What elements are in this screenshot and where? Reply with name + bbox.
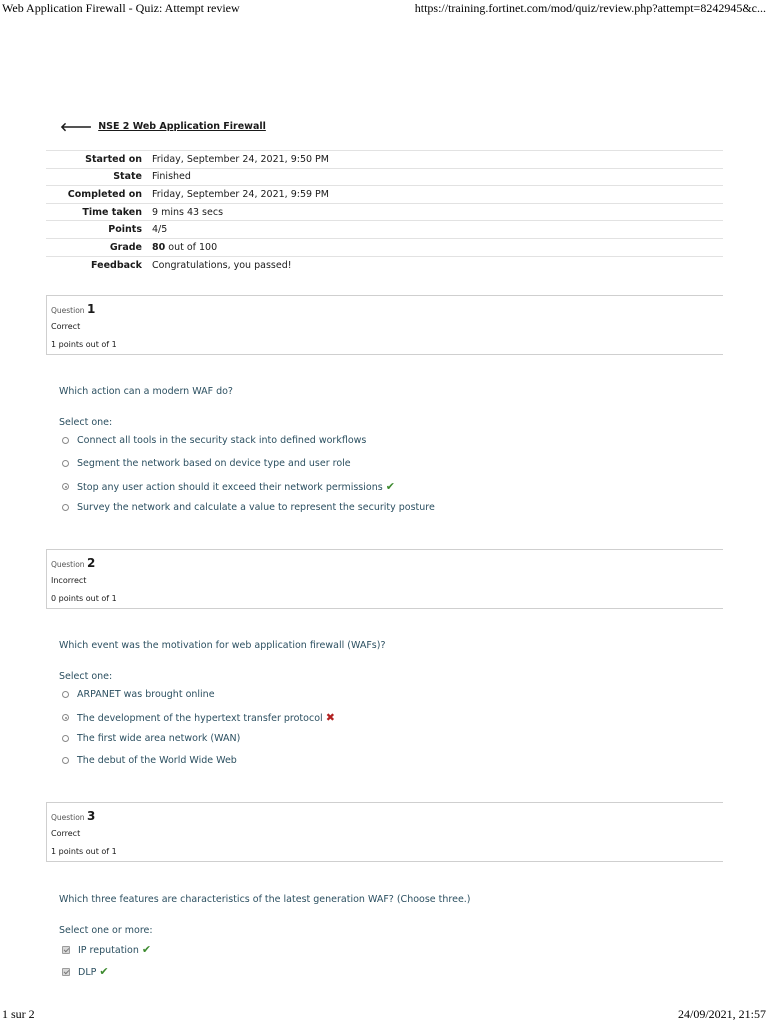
question-label: Question (51, 560, 85, 569)
check-icon: ✔ (385, 480, 395, 493)
print-page-url: https://training.fortinet.com/mod/quiz/review.php?attempt=8242945&c... (414, 1, 766, 15)
option-label: Segment the network based on device type and user role (77, 458, 351, 469)
question-number (51, 302, 95, 316)
option-label (77, 711, 335, 724)
summary-row-points (46, 221, 723, 239)
question-number-value: 1 (86, 302, 96, 316)
question-2-prompt: Select one: (59, 671, 113, 682)
option-label: Survey the network and calculate a value to represent the security posture (77, 502, 435, 513)
question-1-option[interactable] (62, 435, 366, 446)
summary-row-completed-on (46, 186, 723, 204)
question-grade: 1 points out of 1 (51, 847, 117, 856)
summary-label: Time taken (82, 206, 142, 218)
question-grade: 1 points out of 1 (51, 340, 117, 349)
radio-button[interactable] (62, 757, 69, 764)
course-link-label[interactable]: NSE 2 Web Application Firewall (98, 121, 266, 132)
question-3-option[interactable] (62, 943, 151, 956)
summary-value: Friday, September 24, 2021, 9:59 PM (152, 188, 329, 200)
summary-label: Points (108, 224, 142, 236)
question-3-prompt: Select one or more: (59, 925, 153, 936)
question-1-prompt: Select one: (59, 417, 113, 428)
radio-button[interactable] (62, 735, 69, 742)
question-2-option[interactable] (62, 733, 240, 744)
question-label: Question (51, 306, 85, 315)
question-3-option[interactable] (62, 965, 109, 978)
page-number: 1 sur 2 (2, 1007, 35, 1021)
question-3-info (46, 802, 723, 862)
summary-label: Completed on (67, 188, 142, 200)
cross-icon: ✖ (325, 711, 335, 724)
question-2-option[interactable] (62, 689, 215, 700)
question-1-option[interactable] (62, 458, 351, 469)
summary-value: 9 mins 43 secs (152, 206, 224, 218)
summary-label: State (113, 171, 142, 183)
summary-value: Finished (152, 171, 191, 183)
question-1-text: Which action can a modern WAF do? (59, 386, 233, 397)
radio-button[interactable] (62, 691, 69, 698)
question-2-info (46, 549, 723, 609)
checkbox-checked[interactable] (62, 968, 70, 976)
print-header (0, 0, 768, 20)
question-3-text: Which three features are characteristics of the latest generation WAF? (Choose three.) (59, 894, 471, 905)
option-text: IP reputation (78, 945, 139, 956)
checkbox-checked[interactable] (62, 946, 70, 954)
summary-value: 4/5 (152, 224, 168, 236)
check-icon: ✔ (99, 965, 109, 978)
summary-label: Feedback (91, 259, 142, 271)
grade-score: 80 (152, 241, 166, 253)
summary-row-state (46, 168, 723, 186)
question-2-option[interactable] (62, 755, 237, 766)
option-label (78, 943, 151, 956)
summary-row-started-on (46, 151, 723, 169)
option-text: Stop any user action should it exceed their network permissions (77, 482, 383, 493)
summary-row-feedback (46, 256, 723, 274)
question-number-value: 3 (86, 809, 96, 823)
question-state: Correct (51, 322, 81, 331)
option-label: Connect all tools in the security stack into defined workflows (77, 435, 367, 446)
option-text: The development of the hypertext transfer protocol (77, 713, 323, 724)
attempt-summary-table (46, 150, 723, 274)
summary-value (152, 238, 723, 256)
question-number (51, 809, 95, 823)
summary-row-grade (46, 238, 723, 256)
question-2-text: Which event was the motivation for web application firewall (WAFs)? (59, 640, 386, 651)
arrow-left-icon: 🡐 (60, 119, 93, 134)
grade-out-of: out of 100 (165, 241, 218, 253)
radio-button-selected[interactable] (62, 483, 69, 490)
option-label (77, 480, 395, 493)
question-label: Question (51, 813, 85, 822)
course-back-link[interactable] (60, 121, 266, 132)
option-label (78, 965, 109, 978)
summary-label: Grade (109, 241, 142, 253)
summary-label: Started on (85, 153, 142, 165)
question-state: Incorrect (51, 576, 87, 585)
question-2-option[interactable] (62, 711, 335, 724)
question-number-value: 2 (86, 556, 96, 570)
print-page-title: Web Application Firewall - Quiz: Attempt review (2, 1, 240, 15)
print-footer (0, 1004, 768, 1024)
option-label: The first wide area network (WAN) (77, 733, 241, 744)
question-grade: 0 points out of 1 (51, 594, 117, 603)
radio-button[interactable] (62, 460, 69, 467)
check-icon: ✔ (141, 943, 152, 956)
question-1-info (46, 295, 723, 355)
summary-row-time-taken (46, 203, 723, 221)
summary-value: Friday, September 24, 2021, 9:50 PM (152, 153, 329, 165)
question-state: Correct (51, 829, 81, 838)
question-1-option[interactable] (62, 502, 435, 513)
radio-button[interactable] (62, 504, 69, 511)
option-text: DLP (78, 967, 97, 978)
option-label: ARPANET was brought online (77, 689, 215, 700)
radio-button-selected[interactable] (62, 714, 69, 721)
print-timestamp: 24/09/2021, 21:57 (677, 1007, 766, 1021)
option-label: The debut of the World Wide Web (77, 755, 237, 766)
question-number (51, 556, 95, 570)
summary-value: Congratulations, you passed! (152, 259, 292, 271)
radio-button[interactable] (62, 437, 69, 444)
question-1-option[interactable] (62, 480, 395, 493)
